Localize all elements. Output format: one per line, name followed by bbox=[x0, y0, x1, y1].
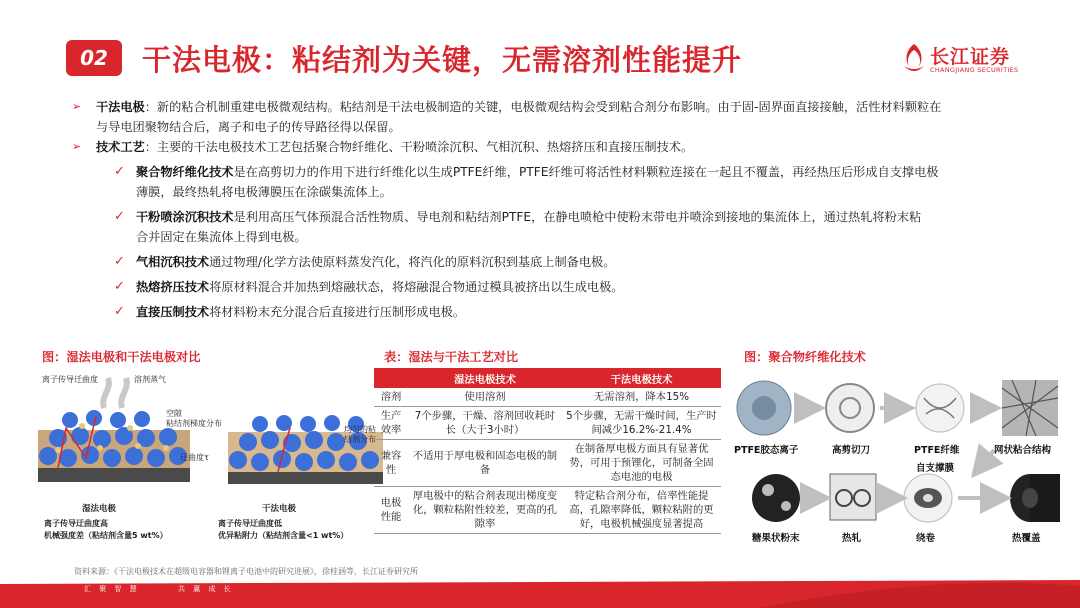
arrow-bullet-icon: ➢ bbox=[72, 140, 82, 153]
dry-electrode-name: 干法电极 bbox=[262, 504, 297, 514]
sub-bullet-label: 干粉喷涂沉积技术 bbox=[136, 210, 234, 224]
bullet-label: 技术工艺 bbox=[96, 140, 145, 154]
sub-bullet-vapor bbox=[70, 252, 1048, 272]
logo-chinese-name: 长江证券 bbox=[930, 46, 1011, 68]
caption-hot-rolling: 热轧 bbox=[842, 533, 862, 544]
section-number-badge: 02 bbox=[66, 40, 122, 76]
sub-bullet-text: 将原材料混合并加热到熔融状态，将熔融混合物通过模具被挤出以生成电极。 bbox=[209, 280, 624, 294]
caption-ptfe-fiber: PTFE纤维 bbox=[914, 445, 960, 456]
check-icon: ✓ bbox=[114, 164, 125, 179]
wet-electrode-desc-2: 机械强度差（粘结剂含量5 wt%） bbox=[44, 531, 168, 540]
electrode-illustration bbox=[38, 368, 388, 498]
table-cell: 在制备厚电极方面具有显著优势，可用于预锂化，可制备全固态电池的电极 bbox=[562, 440, 721, 487]
process-comparison-table bbox=[374, 368, 721, 534]
table-row bbox=[374, 440, 721, 487]
caption-network-structure: 网状粘合结构 bbox=[994, 445, 1052, 456]
bullet-tech-process bbox=[70, 137, 1048, 157]
table-row bbox=[374, 388, 721, 407]
caption-self-supporting-film: 自支撑膜 bbox=[916, 463, 955, 474]
fibrillation-process-figure bbox=[736, 368, 1066, 558]
company-logo bbox=[900, 42, 1030, 78]
footer-slogan-right: 共 赢 成 长 bbox=[178, 585, 234, 593]
footer-bar bbox=[0, 580, 1080, 608]
table-cell: 厚电极中的粘合剂表现出梯度变化，颗粒粘附性较差，更高的孔隙率 bbox=[408, 487, 562, 534]
check-icon: ✓ bbox=[114, 279, 125, 294]
bullet-dry-electrode bbox=[70, 97, 1048, 137]
table-cell: 使用溶剂 bbox=[408, 388, 562, 407]
table-row bbox=[374, 407, 721, 440]
label-binder-gradient: 粘结剂梯度分布 bbox=[166, 419, 222, 428]
sub-bullet-extrusion bbox=[70, 277, 1048, 297]
dry-electrode-desc-2: 优异粘附力（粘结剂含量<1 wt%） bbox=[218, 531, 349, 540]
sub-bullet-text: 将材料粉末充分混合后直接进行压制形成电极。 bbox=[209, 305, 466, 319]
table-header-row bbox=[374, 368, 721, 388]
sub-bullet-text-cont: 合并固定在集流体上得到电极。 bbox=[136, 230, 307, 244]
sub-bullet-label: 直接压制技术 bbox=[136, 305, 210, 319]
table-cell: 溶剂 bbox=[374, 388, 408, 407]
source-note: 资料来源：《干法电极技术在超级电容器和锂离子电池中的研究进展》，徐桂涵等，长江证券研究所 bbox=[74, 567, 418, 576]
caption-ptfe-colloid: PTFE胶态离子 bbox=[734, 445, 799, 456]
table-title: 表：湿法与干法工艺对比 bbox=[384, 350, 519, 364]
table-cell: 特定粘合剂分布，倍率性能提高，孔隙率降低，颗粒粘附的更好，电极机械强度显著提高 bbox=[562, 487, 721, 534]
wet-electrode-name: 湿法电极 bbox=[82, 504, 117, 514]
changjiang-logo-icon bbox=[900, 42, 928, 74]
table-row bbox=[374, 487, 721, 534]
table-header-cell: 干法电极技术 bbox=[562, 368, 721, 388]
bullet-text: ：主要的干法电极技术工艺包括聚合物纤维化、干粉喷涂沉积、气相沉积、热熔挤压和直接压制技术。 bbox=[144, 140, 694, 154]
sub-bullet-spray bbox=[70, 207, 1048, 247]
caption-high-shear-blade: 高剪切刀 bbox=[832, 445, 871, 456]
table-cell: 无需溶剂，降本15% bbox=[562, 388, 721, 407]
sub-bullet-text: 通过物理/化学方法使原料蒸发汽化，将汽化的原料沉积到基底上制备电极。 bbox=[209, 255, 616, 269]
sub-bullet-pressing bbox=[70, 302, 1048, 322]
bullet-text-cont: 与导电团聚物结合后，离子和电子的传导路径得以保留。 bbox=[96, 120, 401, 134]
check-icon: ✓ bbox=[114, 254, 125, 269]
table-cell: 5个步骤，无需干燥时间，生产时间减少16.2%-21.4% bbox=[562, 407, 721, 440]
figure-right-title: 图：聚合物纤维化技术 bbox=[744, 350, 866, 364]
table-cell: 电极性能 bbox=[374, 487, 408, 534]
label-ion-tortuosity: 离子传导迁曲度 bbox=[42, 375, 98, 384]
sub-bullet-fibrillation bbox=[70, 162, 1048, 202]
caption-candy-powder: 糖果状粉末 bbox=[752, 533, 800, 544]
label-uniform-binder-2: 结剂分布 bbox=[344, 435, 376, 444]
sub-bullet-text-cont: 薄膜，最终热轧将电极薄膜压在涂碳集流体上。 bbox=[136, 185, 392, 199]
page-title: 干法电极：粘结剂为关键，无需溶剂性能提升 bbox=[142, 43, 743, 77]
main-bullets bbox=[70, 97, 1048, 322]
label-tortuosity-tau: 迂曲度τ bbox=[180, 453, 209, 462]
table-header-cell bbox=[374, 368, 408, 388]
sub-bullet-text: 是利用高压气体预混合活性物质、导电剂和粘结剂PTFE，在静电喷枪中使粉末带电并喷涂到接地的集流体上，通过热轧将粉末粘 bbox=[233, 210, 922, 224]
label-void: 空隙 bbox=[166, 409, 182, 418]
table-cell: 7个步骤，干燥、溶剂回收耗时长（大于3小时） bbox=[408, 407, 562, 440]
caption-hot-coating: 热覆盖 bbox=[1012, 533, 1041, 544]
sub-bullet-label: 聚合物纤维化技术 bbox=[136, 165, 234, 179]
label-uniform-binder-1: 均匀的粘 bbox=[344, 425, 376, 434]
electrode-comparison-figure bbox=[38, 368, 388, 548]
table-cell: 生产效率 bbox=[374, 407, 408, 440]
bullet-text: ：新的粘合机制重建电极微观结构。粘结剂是干法电极制造的关键，电极微观结构会受到粘合剂分布影响。由于固-固界面直接接触，活性材料颗粒在 bbox=[144, 100, 942, 114]
caption-winding: 绕卷 bbox=[916, 533, 936, 544]
sub-bullet-label: 热熔挤压技术 bbox=[136, 280, 210, 294]
table-cell: 兼容性 bbox=[374, 440, 408, 487]
figure-left-title: 图：湿法电极和干法电极对比 bbox=[42, 350, 201, 364]
wet-electrode-desc-1: 离子传导迂曲度高 bbox=[44, 519, 108, 528]
table-header-cell: 湿法电极技术 bbox=[408, 368, 562, 388]
check-icon: ✓ bbox=[114, 304, 125, 319]
logo-english-name: CHANGJIANG SECURITIES bbox=[930, 66, 1019, 74]
footer-slogan-left: 汇 聚 智 慧 bbox=[84, 585, 140, 593]
bullet-label: 干法电极 bbox=[96, 100, 145, 114]
sub-bullet-label: 气相沉积技术 bbox=[136, 255, 210, 269]
check-icon: ✓ bbox=[114, 209, 125, 224]
arrow-bullet-icon: ➢ bbox=[72, 100, 82, 113]
table-cell: 不适用于厚电极和固态电极的制备 bbox=[408, 440, 562, 487]
dry-electrode-desc-1: 离子传导迂曲度低 bbox=[218, 519, 282, 528]
sub-bullet-text: 是在高剪切力的作用下进行纤维化以生成PTFE纤维，PTFE纤维可将活性材料颗粒连接在一起且不覆盖，再经热压后形成自支撑电极 bbox=[233, 165, 939, 179]
label-solvent-vapor: 溶剂蒸气 bbox=[134, 375, 166, 384]
